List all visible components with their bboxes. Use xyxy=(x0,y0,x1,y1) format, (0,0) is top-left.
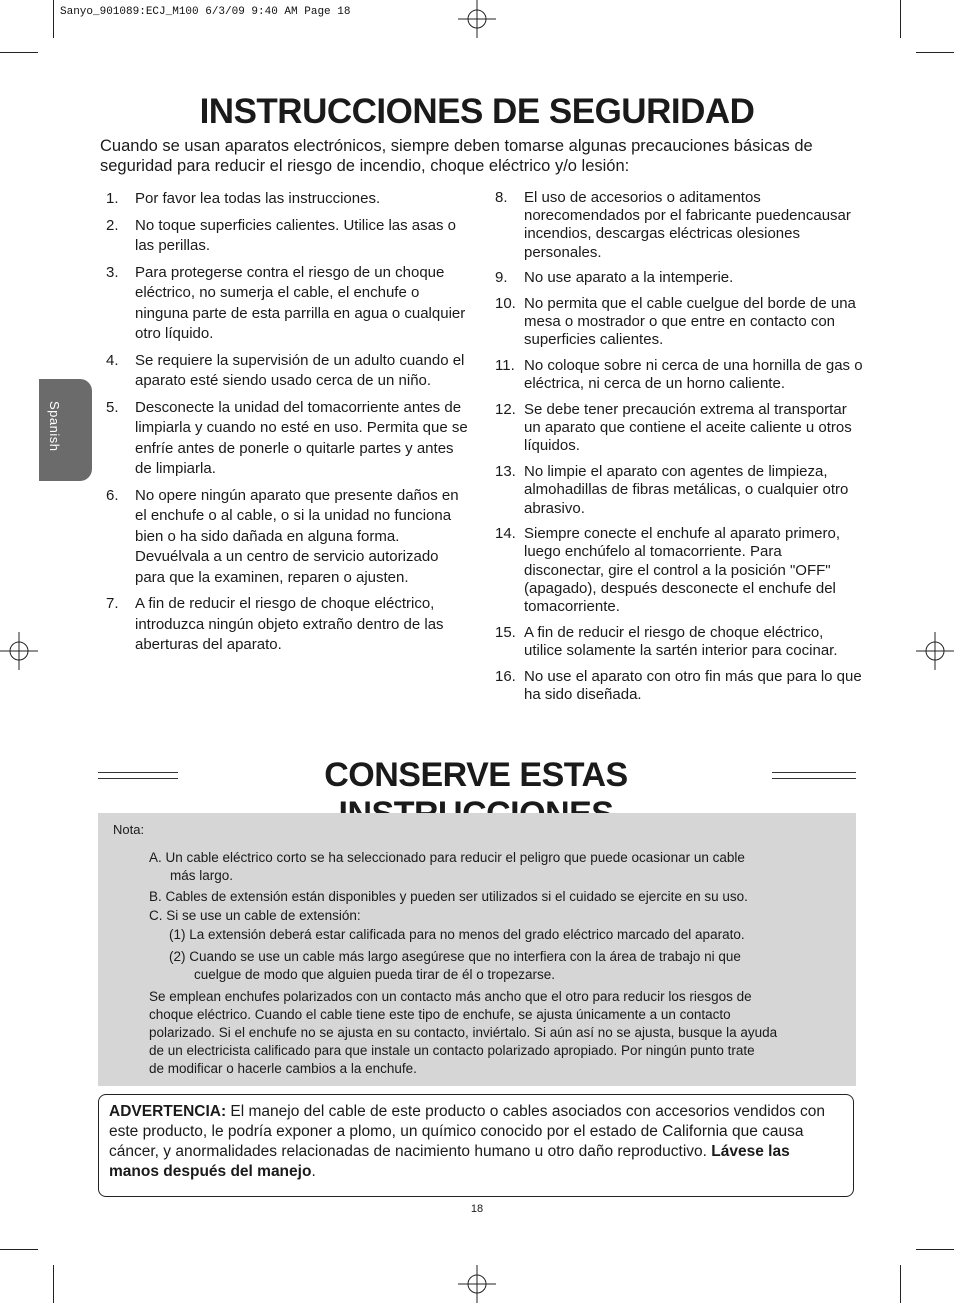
list-item xyxy=(106,398,471,480)
item-number: 16. xyxy=(495,667,516,685)
crop-mark xyxy=(900,0,901,38)
heading-rule xyxy=(772,772,856,779)
list-item xyxy=(106,216,471,257)
list-item xyxy=(495,269,863,287)
list-item xyxy=(106,486,471,589)
note-line: C. Si se use un cable de extensión: xyxy=(149,908,361,923)
item-text: A fin de reducir el riesgo de choque eléctrico, introduzca ningún objeto extraño dentro de las aberturas del aparato. xyxy=(135,595,444,653)
note-line: A. Un cable eléctrico corto se ha seleccionado para reducir el peligro que puede ocasionar un cable xyxy=(149,850,745,865)
item-text: Siempre conecte el enchufe al aparato primero, luego enchúfelo al tomacorriente. Para disconectar, gire el control a la posición "OFF" (apagado), después desconecte el enchufe del tomacorriente. xyxy=(524,525,841,616)
conserve-heading: CONSERVE ESTAS xyxy=(324,756,628,794)
item-number: 14. xyxy=(495,525,516,543)
language-tab-label: Spanish xyxy=(47,401,62,452)
item-number: 5. xyxy=(106,398,119,416)
crop-mark xyxy=(53,0,54,38)
list-item xyxy=(495,401,863,456)
registration-mark-icon xyxy=(458,1265,496,1303)
item-number: 6. xyxy=(106,486,119,504)
note-line: de un electricista calificado para que instale un contacto polarizado apropiado. Por ningún punto trate xyxy=(149,1043,755,1058)
warning-end: . xyxy=(311,1163,316,1180)
note-line: cuelgue de modo que alguien pueda tirar de él o tropezarse. xyxy=(194,967,555,982)
note-line: más largo. xyxy=(170,868,234,883)
item-number: 3. xyxy=(106,263,119,281)
note-label: Nota: xyxy=(113,822,145,837)
note-line: (1) La extensión deberá estar calificada para no menos del grado eléctrico marcado del aparato. xyxy=(169,927,745,942)
item-number: 7. xyxy=(106,595,119,612)
note-line: B. Cables de extensión están disponibles y pueden ser utilizados si el cuidado se ejercite en su uso. xyxy=(149,889,748,904)
item-text: Para protegerse contra el riesgo de un choque eléctrico, no sumerja el cable, el enchufe o ninguna parte de esta parrilla en agua o cualquier otro líquido. xyxy=(135,263,466,342)
item-text: Por favor lea todas las instrucciones. xyxy=(135,190,381,207)
conserve-heading-block xyxy=(98,756,856,796)
warning-text: El manejo del cable de este producto o cables asociados con accesorios vendidos con este producto, le podría exponer a plomo, un químico conocido por el estado de California que causa cáncer, y anormalidades relacionadas de nacimiento humano u otro daño reproductivo. xyxy=(109,1103,825,1160)
item-text: No coloque sobre ni cerca de una hornilla de gas o eléctrica, ni cerca de un horno caliente. xyxy=(524,357,863,393)
crop-mark xyxy=(0,1249,38,1250)
note-line: Se emplean enchufes polarizados con un contacto más ancho que el otro para reducir los riesgos de xyxy=(149,989,752,1004)
item-number: 11. xyxy=(495,357,515,375)
item-text: No toque superficies calientes. Utilice las asas o las perillas. xyxy=(135,216,456,254)
registration-mark-icon xyxy=(458,0,496,38)
warning-label: ADVERTENCIA: xyxy=(109,1103,227,1120)
list-item xyxy=(495,463,863,518)
crop-mark xyxy=(916,52,954,53)
item-number: 12. xyxy=(495,401,516,419)
note-line: polarizado. Si el enchufe no se ajusta en su contacto, inviértalo. Si aún así no se ajusta, busque la ayuda xyxy=(149,1025,778,1040)
list-item xyxy=(495,525,863,616)
item-number: 15. xyxy=(495,623,516,641)
page-title: INSTRUCCIONES DE SEGURIDAD xyxy=(199,92,755,131)
instructions-left-list xyxy=(106,189,471,662)
item-number: 13. xyxy=(495,463,516,481)
item-number: 2. xyxy=(106,216,119,234)
item-text: A fin de reducir el riesgo de choque eléctrico, utilice solamente la sartén interior para cocinar. xyxy=(524,623,838,659)
item-text: El uso de accesorios o aditamentos norecomendados por el fabricante puedencausar incendios, descargas eléctricas olesiones personales. xyxy=(524,189,851,261)
note-line: de modificar o hacerle cambios a la enchufe. xyxy=(149,1061,417,1076)
list-item xyxy=(495,668,863,704)
item-number: 8. xyxy=(495,189,508,206)
note-line: (2) Cuando se use un cable más largo asegúrese que no interfiera con la área de trabajo ni que xyxy=(169,949,741,964)
list-item xyxy=(106,263,471,345)
item-text: No opere ningún aparato que presente daños en el enchufe o al cable, o si la unidad no funciona bien o ha sido dañada en alguna forma. Devuélvala a un centro de servicio autorizado para que la examinen, reparen o ajusten. xyxy=(135,486,459,586)
list-item xyxy=(106,189,471,210)
item-text: No permita que el cable cuelgue del borde de una mesa o mostrador o que entre en contacto con superficies calientes. xyxy=(524,295,856,349)
list-item xyxy=(495,189,863,262)
item-number: 1. xyxy=(106,190,119,207)
registration-mark-icon xyxy=(916,632,954,670)
list-item xyxy=(495,357,863,393)
note-line: choque eléctrico. Cuando el cable tiene este tipo de enchufe, se ajusta únicamente a un contacto xyxy=(149,1007,731,1022)
crop-mark xyxy=(916,1249,954,1250)
warning-emphasis: Lávese las manos después del manejo xyxy=(109,1143,790,1180)
language-tab xyxy=(39,379,92,481)
crop-mark xyxy=(0,52,38,53)
item-number: 4. xyxy=(106,351,119,369)
item-text: Se debe tener precaución extrema al transportar un aparato que contiene el aceite caliente u otros líquidos. xyxy=(524,401,852,455)
list-item xyxy=(106,351,471,392)
list-item xyxy=(106,594,471,656)
list-item xyxy=(495,624,863,660)
crop-mark xyxy=(900,1265,901,1303)
print-slug: Sanyo_901089:ECJ_M100 6/3/09 9:40 AM Page 18 xyxy=(60,6,351,18)
page-number: 18 xyxy=(470,1203,484,1215)
item-text: No use el aparato con otro fin más que para lo que ha sido diseñada. xyxy=(524,667,862,703)
item-text: No limpie el aparato con agentes de limpieza, almohadillas de fibras metálicas, o cualquier otro abrasivo. xyxy=(524,463,849,517)
warning-box xyxy=(98,1094,854,1197)
list-item xyxy=(495,295,863,350)
instructions-right-list xyxy=(495,189,863,712)
item-text: Desconecte la unidad del tomacorriente antes de limpiarla y cuando no esté en uso. Permita que se enfríe antes de ponerle o quitarle partes y antes de limpiarla. xyxy=(135,398,468,477)
item-number: 9. xyxy=(495,269,508,287)
item-text: Se requiere la supervisión de un adulto cuando el aparato esté siendo usado cerca de un niño. xyxy=(135,351,465,389)
note-box xyxy=(98,813,856,1086)
intro-paragraph: Cuando se usan aparatos electrónicos, siempre deben tomarse algunas precauciones básicas de seguridad para reducir el riesgo de incendio, choque eléctrico y/o lesión: xyxy=(100,137,813,175)
registration-mark-icon xyxy=(0,632,38,670)
item-number: 10. xyxy=(495,295,516,313)
heading-rule xyxy=(98,772,178,779)
crop-mark xyxy=(53,1265,54,1303)
item-text: No use aparato a la intemperie. xyxy=(524,269,734,287)
